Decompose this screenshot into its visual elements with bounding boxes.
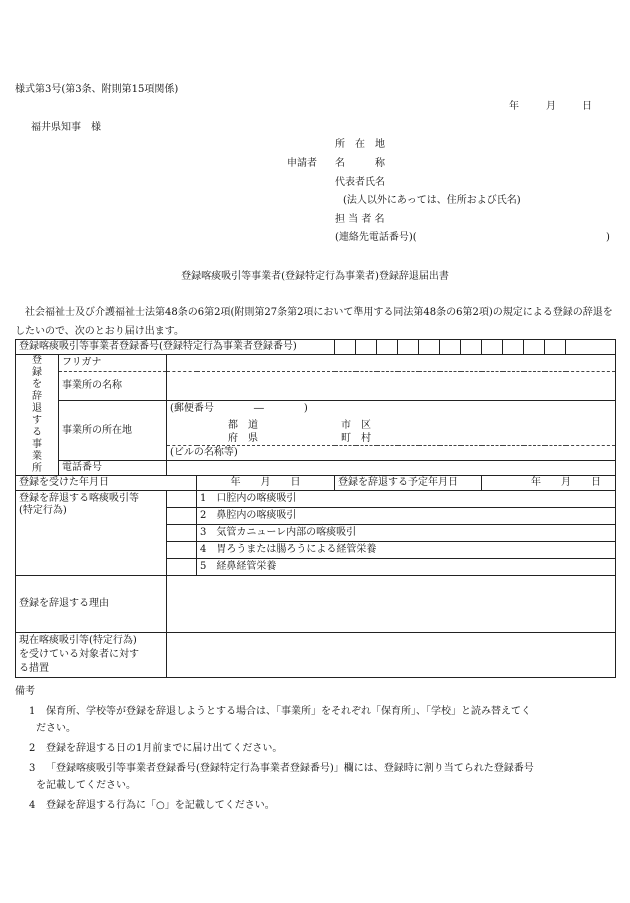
- act-text: 気管カニューレ内部の喀痰吸引: [216, 527, 357, 538]
- note-text: ださい。: [36, 723, 76, 734]
- acts-label: [16, 491, 167, 576]
- act-item: [197, 542, 616, 559]
- applicant-representative: 代表者氏名: [335, 177, 385, 188]
- reg-number-box[interactable]: [440, 340, 461, 355]
- side-char: す: [32, 415, 42, 426]
- act-text: 鼻腔内の喀痰吸引: [216, 510, 297, 521]
- postal-code-label: (郵便番号 ― ): [170, 403, 308, 415]
- act-item: [197, 508, 616, 525]
- reason-input[interactable]: [167, 576, 616, 633]
- measures-label-line: 現在喀痰吸引等(特定行為): [19, 635, 137, 646]
- applicant-location: 所 在 地: [335, 139, 385, 150]
- reg-number-box[interactable]: [398, 340, 419, 355]
- reg-number-box[interactable]: [566, 340, 616, 355]
- act-text: 口腔内の喀痰吸引: [216, 493, 297, 504]
- withdrawing-office-side-label: [16, 355, 59, 476]
- note-text: 登録を辞退する行為に「○」を記載してください。: [46, 800, 275, 811]
- reg-number-box[interactable]: [419, 340, 440, 355]
- office-name-row: [16, 372, 616, 401]
- applicant-person-in-charge: 担 当 者 名: [335, 214, 385, 225]
- note-text: 保育所、学校等が登録を辞退しようとする場合は、「事業所」をそれぞれ「保育所」、「学校」と読み替えてく: [46, 706, 531, 717]
- act-row: [16, 491, 616, 508]
- note-number: 4: [29, 800, 36, 811]
- note-number: 3: [29, 763, 36, 774]
- applicant-name: 名 称: [335, 158, 385, 169]
- act-checkbox[interactable]: [167, 491, 197, 508]
- acts-label-line: (特定行為): [19, 505, 67, 516]
- measures-label-line: る措置: [19, 663, 49, 674]
- act-number: 5: [200, 561, 207, 572]
- reg-number-box[interactable]: [524, 340, 545, 355]
- city-machi-mura: 町 村: [341, 432, 371, 444]
- act-number: 4: [200, 544, 207, 555]
- office-address-row: [16, 401, 616, 418]
- office-name-label: 事業所の名称: [59, 372, 167, 401]
- act-number: 3: [200, 527, 207, 538]
- received-date-label: 登録を受けた年月日: [16, 476, 197, 491]
- phone-input[interactable]: [167, 461, 616, 476]
- act-item: [197, 525, 616, 542]
- side-char: る: [32, 427, 42, 438]
- reason-label: 登録を辞退する理由: [16, 576, 167, 633]
- document-title: 登録喀痰吸引等事業者(登録特定行為事業者)登録辞退届出書: [181, 271, 449, 282]
- planned-date-label: 登録を辞退する予定年月日: [335, 476, 482, 491]
- applicant-label: 申請者: [287, 158, 317, 169]
- furigana-row: [16, 355, 616, 372]
- planned-date-value[interactable]: 年 月 日: [482, 476, 616, 491]
- date-day: 日: [582, 101, 592, 112]
- act-item: [197, 559, 616, 576]
- applicant-contact-close: ): [606, 232, 610, 243]
- side-char: 退: [32, 403, 42, 414]
- act-checkbox[interactable]: [167, 525, 197, 542]
- side-char: 事: [32, 439, 42, 450]
- note-number: 1: [29, 706, 36, 717]
- registration-table: [15, 339, 616, 678]
- measures-row: [16, 633, 616, 678]
- measures-label-line: を受けている対象者に対す: [19, 649, 139, 660]
- prefecture-to-do: 都 道: [228, 419, 258, 431]
- act-text: 胃ろうまたは腸ろうによる経管栄養: [216, 544, 377, 555]
- side-char: 所: [32, 463, 42, 474]
- office-name-input[interactable]: [167, 372, 616, 401]
- act-number: 2: [200, 510, 207, 521]
- office-address-label: 事業所の所在地: [59, 401, 167, 461]
- side-char: を: [32, 379, 42, 390]
- addressee: 福井県知事 様: [31, 122, 101, 133]
- note-text: を記載してください。: [36, 780, 136, 791]
- reg-number-box[interactable]: [356, 340, 377, 355]
- phone-row: [16, 461, 616, 476]
- phone-label: 電話番号: [59, 461, 167, 476]
- side-char: 録: [32, 367, 42, 378]
- reg-number-label: 登録喀痰吸引等事業者登録番号(登録特定行為事業者登録番号): [16, 340, 335, 355]
- building-name-field[interactable]: [167, 446, 616, 461]
- act-text: 経鼻経管栄養: [216, 561, 277, 572]
- reg-number-box[interactable]: [503, 340, 524, 355]
- reg-number-box[interactable]: [545, 340, 566, 355]
- date-year: 年: [509, 101, 519, 112]
- date-month: 月: [546, 101, 556, 112]
- city-shi-ku: 市 区: [341, 419, 371, 431]
- act-number: 1: [200, 493, 207, 504]
- acts-label-line: 登録を辞退する喀痰吸引等: [19, 493, 139, 504]
- prefecture-fu-ken: 府 県: [228, 432, 258, 444]
- note-number: 2: [29, 743, 36, 754]
- prefecture-city-field[interactable]: [167, 418, 616, 446]
- notes-heading: 備考: [15, 686, 35, 697]
- reg-number-box[interactable]: [461, 340, 482, 355]
- applicant-representative-note: (法人以外にあっては、住所および氏名): [343, 195, 521, 206]
- reg-number-box[interactable]: [377, 340, 398, 355]
- applicant-contact-label: (連絡先電話番号)(: [335, 232, 417, 243]
- act-checkbox[interactable]: [167, 508, 197, 525]
- side-char: 業: [32, 451, 42, 462]
- reg-number-row: [16, 340, 616, 355]
- note-text: 「登録喀痰吸引等事業者登録番号(登録特定行為事業者登録番号)」欄には、登録時に割り当てられた登録番号: [46, 763, 534, 774]
- furigana-label: フリガナ: [59, 355, 167, 372]
- act-item: [197, 491, 616, 508]
- side-char: 辞: [32, 391, 42, 402]
- reg-number-box[interactable]: [335, 340, 356, 355]
- act-checkbox[interactable]: [167, 542, 197, 559]
- dates-row: [16, 476, 616, 491]
- furigana-input[interactable]: [167, 355, 616, 372]
- postal-code-field[interactable]: [167, 401, 616, 418]
- side-char: 登: [32, 355, 42, 366]
- measures-input[interactable]: [167, 633, 616, 678]
- form-id: 様式第3号(第3条、附則第15項関係): [15, 84, 179, 95]
- act-checkbox[interactable]: [167, 559, 197, 576]
- body-paragraph: 社会福祉士及び介護福祉士法第48条の6第2項(附則第27条第2項において準用する同法第48条の6第2項)の規定による登録の辞退をしたいので、次のとおり届け出ます。: [15, 307, 613, 337]
- note-text: 登録を辞退する日の1月前までに届け出てください。: [46, 743, 283, 754]
- reason-row: [16, 576, 616, 633]
- received-date-value[interactable]: 年 月 日: [197, 476, 335, 491]
- reg-number-box[interactable]: [482, 340, 503, 355]
- building-name-label: (ビルの名称等): [170, 447, 238, 458]
- measures-label: [16, 633, 167, 678]
